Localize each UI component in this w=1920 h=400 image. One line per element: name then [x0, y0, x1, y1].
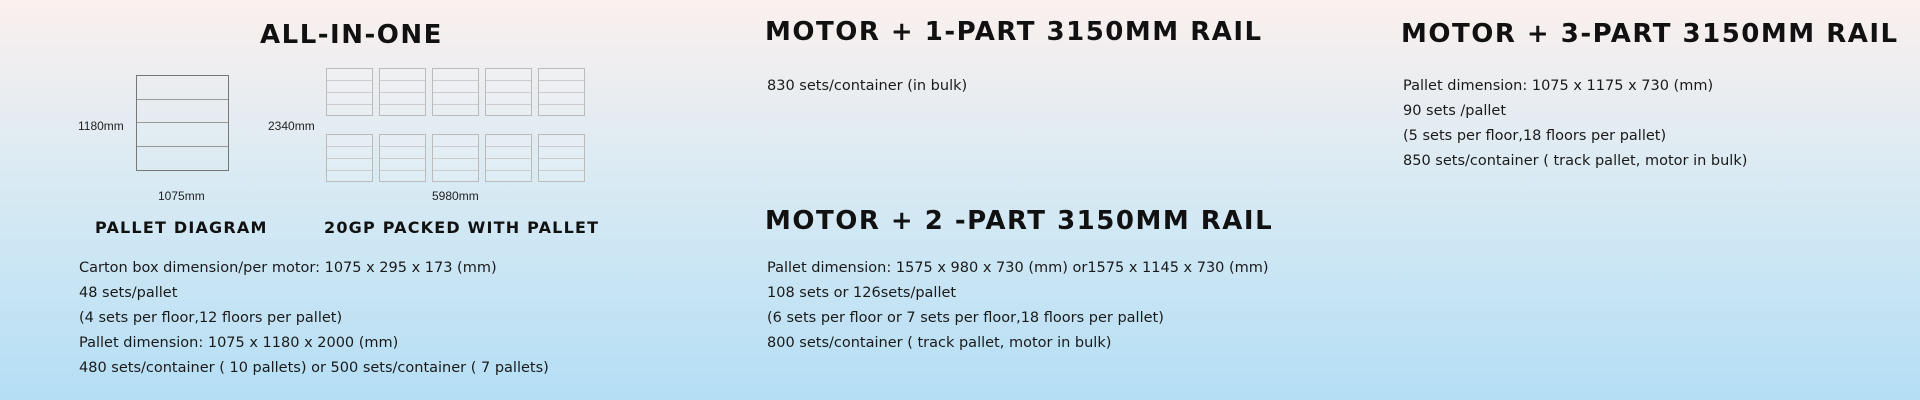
pallet-diagram-caption: PALLET DIAGRAM — [95, 218, 268, 237]
motor-1-part-details — [767, 74, 967, 99]
container-length-label: 5980mm — [432, 189, 479, 203]
detail-line: Pallet dimension: 1075 x 1175 x 730 (mm) — [1403, 78, 1714, 94]
pallet-diagram — [136, 75, 229, 171]
all-in-one-details — [79, 256, 549, 381]
motor-2-part-details — [767, 256, 1269, 356]
detail-line: (5 sets per floor,18 floors per pallet) — [1403, 128, 1667, 144]
pallet-height-label: 1180mm — [78, 119, 124, 133]
detail-line: 108 sets or 126sets/pallet — [767, 285, 957, 301]
motor-3-part-title: MOTOR + 3-PART 3150MM RAIL — [1401, 19, 1899, 49]
container-height-label: 2340mm — [268, 119, 315, 133]
container-pallet-box — [432, 68, 479, 116]
container-pallet-box — [485, 68, 532, 116]
detail-line: 48 sets/pallet — [79, 285, 178, 301]
detail-line: (6 sets per floor or 7 sets per floor,18 floors per pallet) — [767, 310, 1164, 326]
detail-line: Pallet dimension: 1575 x 980 x 730 (mm) or1575 x 1145 x 730 (mm) — [767, 260, 1269, 276]
detail-line: 800 sets/container ( track pallet, motor in bulk) — [767, 335, 1112, 351]
detail-line: Carton box dimension/per motor: 1075 x 295 x 173 (mm) — [79, 260, 497, 276]
detail-line: 480 sets/container ( 10 pallets) or 500 sets/container ( 7 pallets) — [79, 360, 549, 376]
container-pallet-box — [432, 134, 479, 182]
motor-1-part-title: MOTOR + 1-PART 3150MM RAIL — [765, 17, 1263, 47]
container-diagram — [326, 68, 586, 184]
motor-3-part-details — [1403, 74, 1747, 174]
container-pallet-box — [326, 68, 373, 116]
detail-line: 90 sets /pallet — [1403, 103, 1507, 119]
all-in-one-title: ALL-IN-ONE — [260, 20, 443, 50]
container-pallet-box — [379, 134, 426, 182]
container-pallet-box — [538, 68, 585, 116]
container-pallet-box — [485, 134, 532, 182]
container-pallet-box — [538, 134, 585, 182]
container-caption: 20GP PACKED WITH PALLET — [324, 218, 600, 237]
pallet-width-label: 1075mm — [158, 189, 205, 203]
detail-line: 830 sets/container (in bulk) — [767, 78, 968, 94]
detail-line: 850 sets/container ( track pallet, motor in bulk) — [1403, 153, 1748, 169]
container-pallet-box — [326, 134, 373, 182]
container-pallet-box — [379, 68, 426, 116]
motor-2-part-title: MOTOR + 2 -PART 3150MM RAIL — [765, 206, 1274, 236]
detail-line: Pallet dimension: 1075 x 1180 x 2000 (mm) — [79, 335, 399, 351]
detail-line: (4 sets per floor,12 floors per pallet) — [79, 310, 343, 326]
